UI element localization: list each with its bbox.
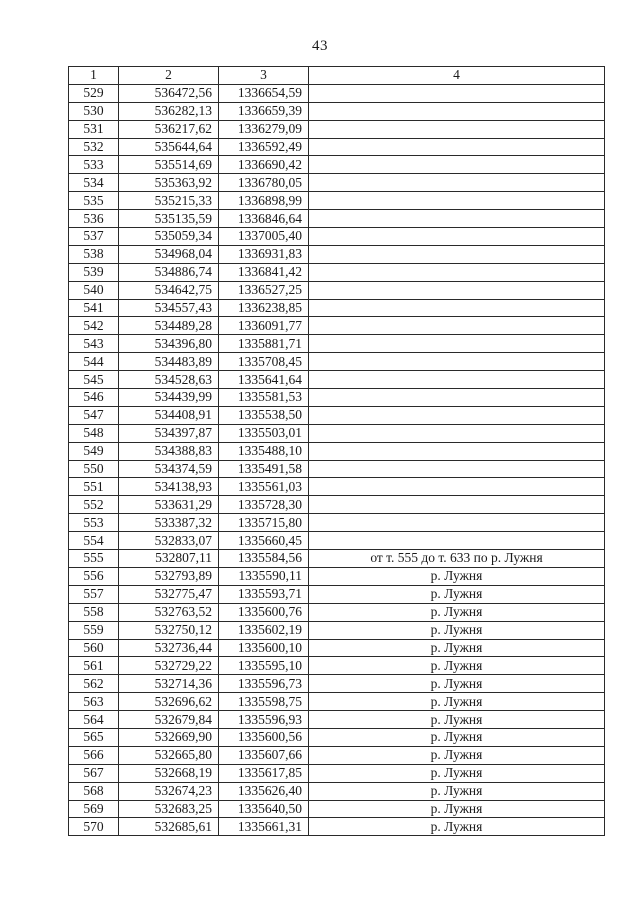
table-header-row — [69, 67, 605, 85]
description-cell — [309, 299, 605, 317]
description-cell: р. Лужня — [309, 800, 605, 818]
table-row — [69, 585, 605, 603]
y-coordinate-cell: 1335617,85 — [219, 764, 309, 782]
y-coordinate-cell: 1335581,53 — [219, 389, 309, 407]
description-cell: р. Лужня — [309, 711, 605, 729]
x-coordinate-cell: 534642,75 — [119, 281, 219, 299]
x-coordinate-cell: 535363,92 — [119, 174, 219, 192]
table-row — [69, 192, 605, 210]
x-coordinate-cell: 532807,11 — [119, 550, 219, 568]
description-cell: р. Лужня — [309, 603, 605, 621]
x-coordinate-cell: 532683,25 — [119, 800, 219, 818]
table-row — [69, 532, 605, 550]
table-row — [69, 156, 605, 174]
x-coordinate-cell: 534397,87 — [119, 424, 219, 442]
point-number-cell: 549 — [69, 442, 119, 460]
table-row — [69, 102, 605, 120]
x-coordinate-cell: 535059,34 — [119, 228, 219, 246]
x-coordinate-cell: 532696,62 — [119, 693, 219, 711]
x-coordinate-cell: 534528,63 — [119, 371, 219, 389]
point-number-cell: 561 — [69, 657, 119, 675]
y-coordinate-cell: 1336091,77 — [219, 317, 309, 335]
description-cell — [309, 442, 605, 460]
x-coordinate-cell: 534968,04 — [119, 245, 219, 263]
header-col-3: 3 — [219, 67, 309, 85]
description-cell: р. Лужня — [309, 693, 605, 711]
y-coordinate-cell: 1336659,39 — [219, 102, 309, 120]
description-cell: р. Лужня — [309, 585, 605, 603]
point-number-cell: 542 — [69, 317, 119, 335]
table-row — [69, 496, 605, 514]
x-coordinate-cell: 533387,32 — [119, 514, 219, 532]
point-number-cell: 552 — [69, 496, 119, 514]
point-number-cell: 544 — [69, 353, 119, 371]
y-coordinate-cell: 1335641,64 — [219, 371, 309, 389]
description-cell — [309, 120, 605, 138]
point-number-cell: 534 — [69, 174, 119, 192]
point-number-cell: 535 — [69, 192, 119, 210]
point-number-cell: 551 — [69, 478, 119, 496]
y-coordinate-cell: 1335503,01 — [219, 424, 309, 442]
table-row — [69, 603, 605, 621]
table-row — [69, 317, 605, 335]
table-row — [69, 567, 605, 585]
point-number-cell: 557 — [69, 585, 119, 603]
x-coordinate-cell: 532729,22 — [119, 657, 219, 675]
table-row — [69, 299, 605, 317]
y-coordinate-cell: 1335488,10 — [219, 442, 309, 460]
point-number-cell: 546 — [69, 389, 119, 407]
table-row — [69, 371, 605, 389]
x-coordinate-cell: 532750,12 — [119, 621, 219, 639]
description-cell: р. Лужня — [309, 818, 605, 836]
x-coordinate-cell: 536217,62 — [119, 120, 219, 138]
y-coordinate-cell: 1335593,71 — [219, 585, 309, 603]
x-coordinate-cell: 532793,89 — [119, 567, 219, 585]
description-cell: р. Лужня — [309, 621, 605, 639]
x-coordinate-cell: 534408,91 — [119, 406, 219, 424]
table-row — [69, 728, 605, 746]
x-coordinate-cell: 534439,99 — [119, 389, 219, 407]
x-coordinate-cell: 534388,83 — [119, 442, 219, 460]
y-coordinate-cell: 1335600,56 — [219, 728, 309, 746]
x-coordinate-cell: 532679,84 — [119, 711, 219, 729]
point-number-cell: 540 — [69, 281, 119, 299]
table-body — [69, 84, 605, 835]
table-row — [69, 711, 605, 729]
point-number-cell: 563 — [69, 693, 119, 711]
description-cell: р. Лужня — [309, 675, 605, 693]
x-coordinate-cell: 536282,13 — [119, 102, 219, 120]
y-coordinate-cell: 1335600,10 — [219, 639, 309, 657]
description-cell — [309, 353, 605, 371]
description-cell — [309, 460, 605, 478]
description-cell — [309, 496, 605, 514]
point-number-cell: 560 — [69, 639, 119, 657]
page-number: 43 — [312, 38, 328, 54]
table-row — [69, 693, 605, 711]
table-row — [69, 764, 605, 782]
y-coordinate-cell: 1335881,71 — [219, 335, 309, 353]
description-cell — [309, 317, 605, 335]
table-row — [69, 120, 605, 138]
y-coordinate-cell: 1336841,42 — [219, 263, 309, 281]
description-cell: р. Лужня — [309, 782, 605, 800]
point-number-cell: 530 — [69, 102, 119, 120]
x-coordinate-cell: 535135,59 — [119, 210, 219, 228]
table-row — [69, 174, 605, 192]
point-number-cell: 537 — [69, 228, 119, 246]
y-coordinate-cell: 1335660,45 — [219, 532, 309, 550]
point-number-cell: 547 — [69, 406, 119, 424]
point-number-cell: 548 — [69, 424, 119, 442]
description-cell — [309, 389, 605, 407]
table-row — [69, 263, 605, 281]
x-coordinate-cell: 532833,07 — [119, 532, 219, 550]
point-number-cell: 541 — [69, 299, 119, 317]
x-coordinate-cell: 533631,29 — [119, 496, 219, 514]
description-cell: от т. 555 до т. 633 по р. Лужня — [309, 550, 605, 568]
y-coordinate-cell: 1335491,58 — [219, 460, 309, 478]
y-coordinate-cell: 1335590,11 — [219, 567, 309, 585]
description-cell — [309, 156, 605, 174]
x-coordinate-cell: 532775,47 — [119, 585, 219, 603]
y-coordinate-cell: 1335596,93 — [219, 711, 309, 729]
point-number-cell: 555 — [69, 550, 119, 568]
x-coordinate-cell: 532736,44 — [119, 639, 219, 657]
table-row — [69, 460, 605, 478]
point-number-cell: 567 — [69, 764, 119, 782]
table-row — [69, 800, 605, 818]
y-coordinate-cell: 1336654,59 — [219, 84, 309, 102]
point-number-cell: 539 — [69, 263, 119, 281]
point-number-cell: 554 — [69, 532, 119, 550]
header-col-4: 4 — [309, 67, 605, 85]
x-coordinate-cell: 536472,56 — [119, 84, 219, 102]
description-cell: р. Лужня — [309, 746, 605, 764]
point-number-cell: 569 — [69, 800, 119, 818]
y-coordinate-cell: 1336592,49 — [219, 138, 309, 156]
point-number-cell: 529 — [69, 84, 119, 102]
y-coordinate-cell: 1335626,40 — [219, 782, 309, 800]
description-cell — [309, 371, 605, 389]
point-number-cell: 543 — [69, 335, 119, 353]
x-coordinate-cell: 532685,61 — [119, 818, 219, 836]
y-coordinate-cell: 1335715,80 — [219, 514, 309, 532]
point-number-cell: 564 — [69, 711, 119, 729]
point-number-cell: 553 — [69, 514, 119, 532]
coordinates-table — [68, 66, 605, 836]
y-coordinate-cell: 1336780,05 — [219, 174, 309, 192]
y-coordinate-cell: 1336898,99 — [219, 192, 309, 210]
description-cell — [309, 138, 605, 156]
x-coordinate-cell: 535215,33 — [119, 192, 219, 210]
description-cell — [309, 210, 605, 228]
x-coordinate-cell: 532669,90 — [119, 728, 219, 746]
table-row — [69, 389, 605, 407]
table-row — [69, 353, 605, 371]
description-cell: р. Лужня — [309, 639, 605, 657]
x-coordinate-cell: 535644,64 — [119, 138, 219, 156]
table-row — [69, 335, 605, 353]
x-coordinate-cell: 534489,28 — [119, 317, 219, 335]
y-coordinate-cell: 1335596,73 — [219, 675, 309, 693]
table-row — [69, 442, 605, 460]
y-coordinate-cell: 1335584,56 — [219, 550, 309, 568]
description-cell — [309, 478, 605, 496]
x-coordinate-cell: 532665,80 — [119, 746, 219, 764]
description-cell: р. Лужня — [309, 567, 605, 585]
y-coordinate-cell: 1337005,40 — [219, 228, 309, 246]
description-cell — [309, 335, 605, 353]
description-cell — [309, 514, 605, 532]
x-coordinate-cell: 534886,74 — [119, 263, 219, 281]
y-coordinate-cell: 1335595,10 — [219, 657, 309, 675]
y-coordinate-cell: 1336931,83 — [219, 245, 309, 263]
description-cell — [309, 102, 605, 120]
description-cell: р. Лужня — [309, 764, 605, 782]
table-row — [69, 818, 605, 836]
description-cell — [309, 245, 605, 263]
point-number-cell: 531 — [69, 120, 119, 138]
x-coordinate-cell: 534483,89 — [119, 353, 219, 371]
table-row — [69, 281, 605, 299]
point-number-cell: 536 — [69, 210, 119, 228]
description-cell — [309, 192, 605, 210]
description-cell: р. Лужня — [309, 657, 605, 675]
point-number-cell: 556 — [69, 567, 119, 585]
description-cell — [309, 532, 605, 550]
point-number-cell: 568 — [69, 782, 119, 800]
table-row — [69, 657, 605, 675]
point-number-cell: 558 — [69, 603, 119, 621]
y-coordinate-cell: 1336846,64 — [219, 210, 309, 228]
point-number-cell: 538 — [69, 245, 119, 263]
point-number-cell: 565 — [69, 728, 119, 746]
description-cell — [309, 406, 605, 424]
x-coordinate-cell: 535514,69 — [119, 156, 219, 174]
point-number-cell: 566 — [69, 746, 119, 764]
y-coordinate-cell: 1335728,30 — [219, 496, 309, 514]
y-coordinate-cell: 1335607,66 — [219, 746, 309, 764]
y-coordinate-cell: 1336690,42 — [219, 156, 309, 174]
y-coordinate-cell: 1336527,25 — [219, 281, 309, 299]
y-coordinate-cell: 1335561,03 — [219, 478, 309, 496]
point-number-cell: 559 — [69, 621, 119, 639]
table-row — [69, 746, 605, 764]
table-row — [69, 245, 605, 263]
table-row — [69, 621, 605, 639]
x-coordinate-cell: 534374,59 — [119, 460, 219, 478]
description-cell — [309, 281, 605, 299]
x-coordinate-cell: 534138,93 — [119, 478, 219, 496]
x-coordinate-cell: 534396,80 — [119, 335, 219, 353]
y-coordinate-cell: 1336279,09 — [219, 120, 309, 138]
table-row — [69, 675, 605, 693]
description-cell — [309, 84, 605, 102]
description-cell: р. Лужня — [309, 728, 605, 746]
table-row — [69, 782, 605, 800]
table-row — [69, 550, 605, 568]
x-coordinate-cell: 534557,43 — [119, 299, 219, 317]
y-coordinate-cell: 1335600,76 — [219, 603, 309, 621]
header-col-1: 1 — [69, 67, 119, 85]
table-row — [69, 210, 605, 228]
y-coordinate-cell: 1335708,45 — [219, 353, 309, 371]
point-number-cell: 562 — [69, 675, 119, 693]
table-row — [69, 639, 605, 657]
x-coordinate-cell: 532763,52 — [119, 603, 219, 621]
table-row — [69, 424, 605, 442]
description-cell — [309, 424, 605, 442]
table-row — [69, 478, 605, 496]
point-number-cell: 570 — [69, 818, 119, 836]
description-cell — [309, 174, 605, 192]
point-number-cell: 550 — [69, 460, 119, 478]
y-coordinate-cell: 1335602,19 — [219, 621, 309, 639]
description-cell — [309, 228, 605, 246]
y-coordinate-cell: 1335661,31 — [219, 818, 309, 836]
y-coordinate-cell: 1336238,85 — [219, 299, 309, 317]
x-coordinate-cell: 532714,36 — [119, 675, 219, 693]
header-col-2: 2 — [119, 67, 219, 85]
x-coordinate-cell: 532668,19 — [119, 764, 219, 782]
table-row — [69, 228, 605, 246]
point-number-cell: 532 — [69, 138, 119, 156]
table-row — [69, 514, 605, 532]
y-coordinate-cell: 1335538,50 — [219, 406, 309, 424]
description-cell — [309, 263, 605, 281]
table-row — [69, 406, 605, 424]
point-number-cell: 545 — [69, 371, 119, 389]
point-number-cell: 533 — [69, 156, 119, 174]
y-coordinate-cell: 1335640,50 — [219, 800, 309, 818]
x-coordinate-cell: 532674,23 — [119, 782, 219, 800]
table-row — [69, 84, 605, 102]
table-row — [69, 138, 605, 156]
y-coordinate-cell: 1335598,75 — [219, 693, 309, 711]
